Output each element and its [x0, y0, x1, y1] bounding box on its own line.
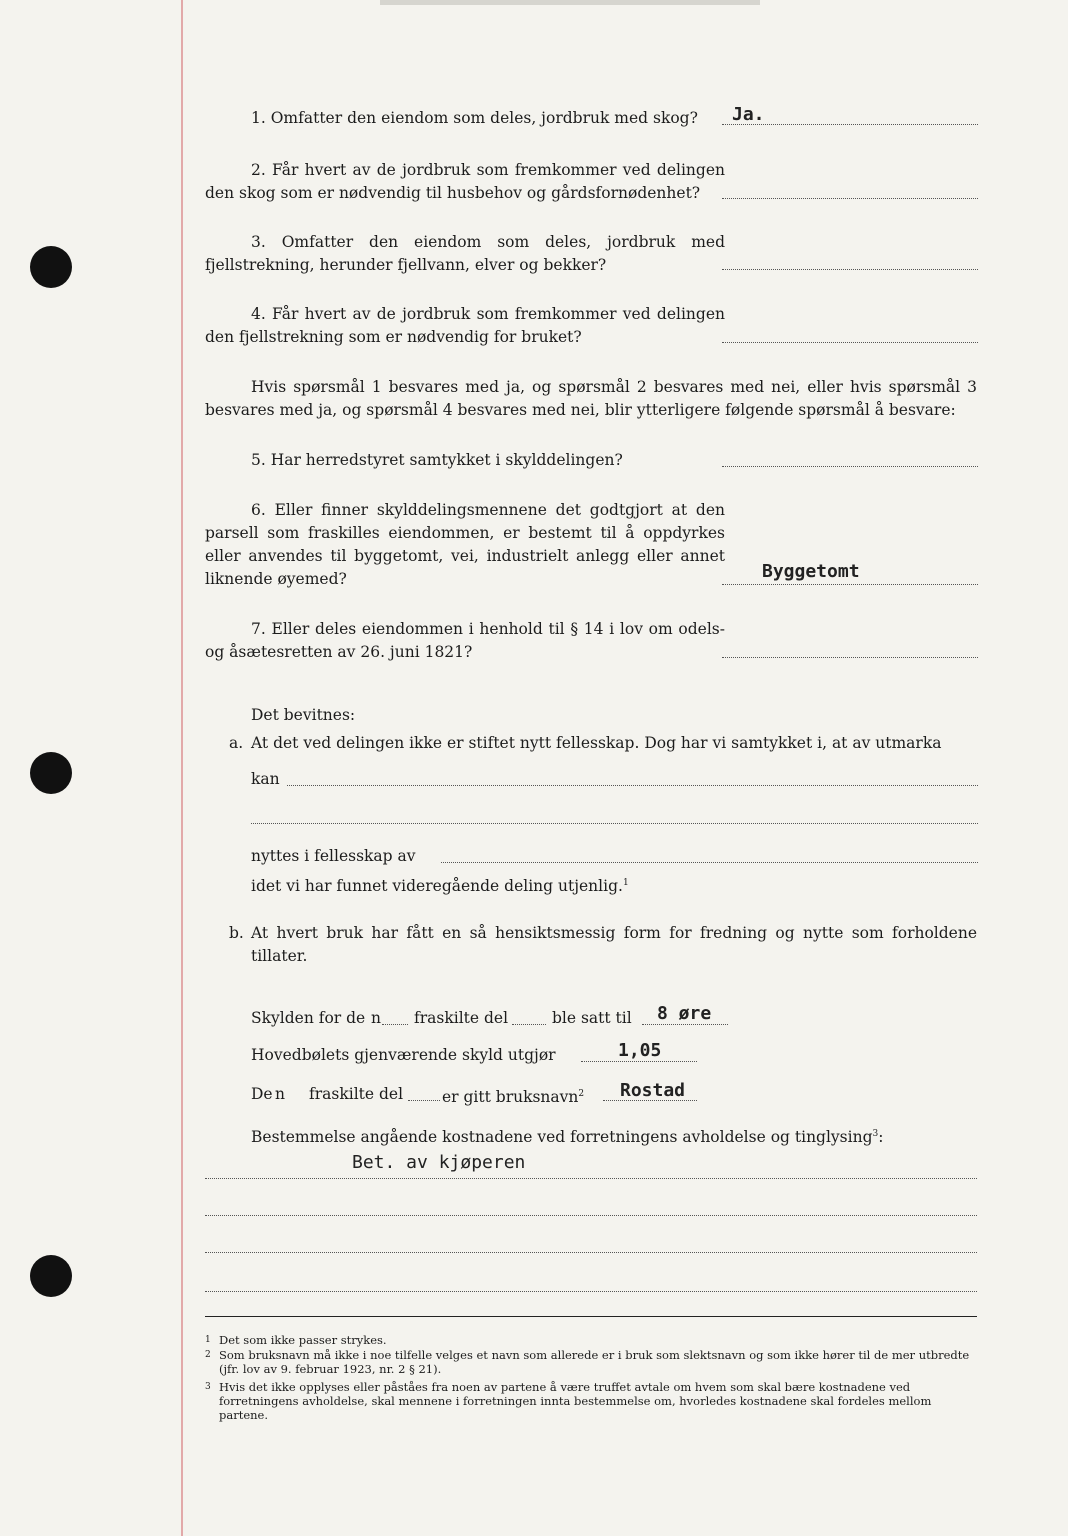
bruksnavn-label: er gitt bruksnavn$^2$ [442, 1088, 585, 1107]
attest-heading: Det bevitnes: [251, 706, 356, 724]
skyld-fill-line [382, 1024, 408, 1025]
del-fill-line [408, 1100, 440, 1101]
answer-line-7 [722, 657, 978, 658]
item-a-marker: a. [229, 734, 244, 752]
punch-hole [30, 1255, 72, 1297]
kan-line [287, 785, 978, 786]
den-label: De [251, 1085, 273, 1103]
answer-line-2 [722, 198, 978, 199]
nyttes-line [441, 862, 978, 863]
idet-text: idet vi har funnet videregående deling utjenlig.$^1$ [251, 877, 629, 896]
bruksnavn-value: Rostad [620, 1080, 686, 1101]
answer-line-5 [722, 466, 978, 467]
answer-line-3 [722, 269, 978, 270]
ble-satt-label: ble satt til [552, 1009, 632, 1027]
answer-line-6 [722, 584, 978, 585]
question-7: 7. Eller deles eiendommen i henhold til § 14 i lov om odels- og åsætesretten av 26. juni 1821? [205, 620, 725, 661]
footnote-1: 1 Det som ikke passer strykes. [205, 1333, 387, 1347]
conditional-instruction: Hvis spørsmål 1 besvares med ja, og spørsmål 2 besvares med nei, eller hvis spørsmål 3 besvares med ja, og spørsmål 4 besvares med nei, blir ytterligere følgende spørsmål å besvare: [205, 378, 977, 419]
fraskilte-label: fraskilte del [414, 1009, 509, 1027]
answer-1: Ja. [732, 104, 765, 125]
question-6: 6. Eller finner skylddelingsmennene det godtgjort at den parsell som fraskilles eiendommen, er bestemt til å oppdyrkes eller anvendes til byggetomt, vei, industrielt anlegg eller annet liknende øyemed? [205, 501, 725, 588]
skyld-value: 8 øre [657, 1003, 712, 1024]
question-5: 5. Har herredstyret samtykket i skylddelingen? [251, 451, 623, 469]
punch-hole [30, 246, 72, 288]
kostnad-label: Bestemmelse angående kostnadene ved forretningens avholdelse og tinglysing$^3$: [251, 1128, 884, 1147]
question-1: 1. Omfatter den eiendom som deles, jordbruk med skog? [251, 109, 698, 127]
item-b-text: At hvert bruk har fått en så hensiktsmessig form for fredning og nytte som forholdene tillater. [251, 924, 977, 965]
answer-6: Byggetomt [762, 561, 860, 582]
hovedbol-line [581, 1061, 697, 1062]
blank-line [251, 823, 978, 824]
kan-label: kan [251, 770, 280, 788]
punch-hole [30, 752, 72, 794]
question-2: 2. Får hvert av de jordbruk som fremkommer ved delingen den skog som er nødvendig til husbehov og gårdsfornødenhet? [205, 161, 725, 202]
top-edge-shadow [380, 0, 760, 5]
fraskilte-del-label: fraskilte del [309, 1085, 404, 1103]
question-3: 3. Omfatter den eiendom som deles, jordbruk med fjellstrekning, herunder fjellvann, elver og bekker? [205, 233, 725, 274]
kostnad-line-2 [205, 1215, 977, 1216]
den-fill-n: n [275, 1085, 285, 1103]
hovedbol-label: Hovedbølets gjenværende skyld utgjør [251, 1046, 556, 1064]
kostnad-line-1 [205, 1178, 977, 1179]
kostnad-line-3 [205, 1252, 977, 1253]
skyld-fill-n: n [371, 1009, 381, 1027]
nyttes-label: nyttes i fellesskap av [251, 847, 416, 865]
kostnad-line-4 [205, 1291, 977, 1292]
skyld-label: Skylden for de [251, 1009, 366, 1027]
margin-rule [181, 0, 183, 1536]
hovedbol-value: 1,05 [618, 1040, 662, 1061]
item-b-marker: b. [229, 924, 244, 942]
footnote-rule [205, 1316, 977, 1317]
fraskilte-fill-line [512, 1024, 546, 1025]
question-4: 4. Får hvert av de jordbruk som fremkommer ved delingen den fjellstrekning som er nødvendig for bruket? [205, 305, 725, 346]
footnote-2: 2 Som bruksnavn må ikke i noe tilfelle velges et navn som allerede er i bruk som slektsnavn og som ikke hører til de mer utbredte (jfr. lov av 9. februar 1923, nr. 2 § 21). [205, 1348, 970, 1376]
kostnad-value: Bet. av kjøperen [352, 1152, 526, 1173]
answer-line-4 [722, 342, 978, 343]
footnote-3: 3 Hvis det ikke opplyses eller påståes fra noen av partene å være truffet avtale om hvem som skal bære kostnadene ved forretningens avholdelse, skal mennene i forretningen innta bestemmelse om, hvorledes kostnadene skal fordeles mellom partene. [205, 1380, 932, 1422]
skyld-value-line [642, 1024, 728, 1025]
item-a-text: At det ved delingen ikke er stiftet nytt fellesskap. Dog har vi samtykket i, at av utmarka [251, 734, 942, 752]
